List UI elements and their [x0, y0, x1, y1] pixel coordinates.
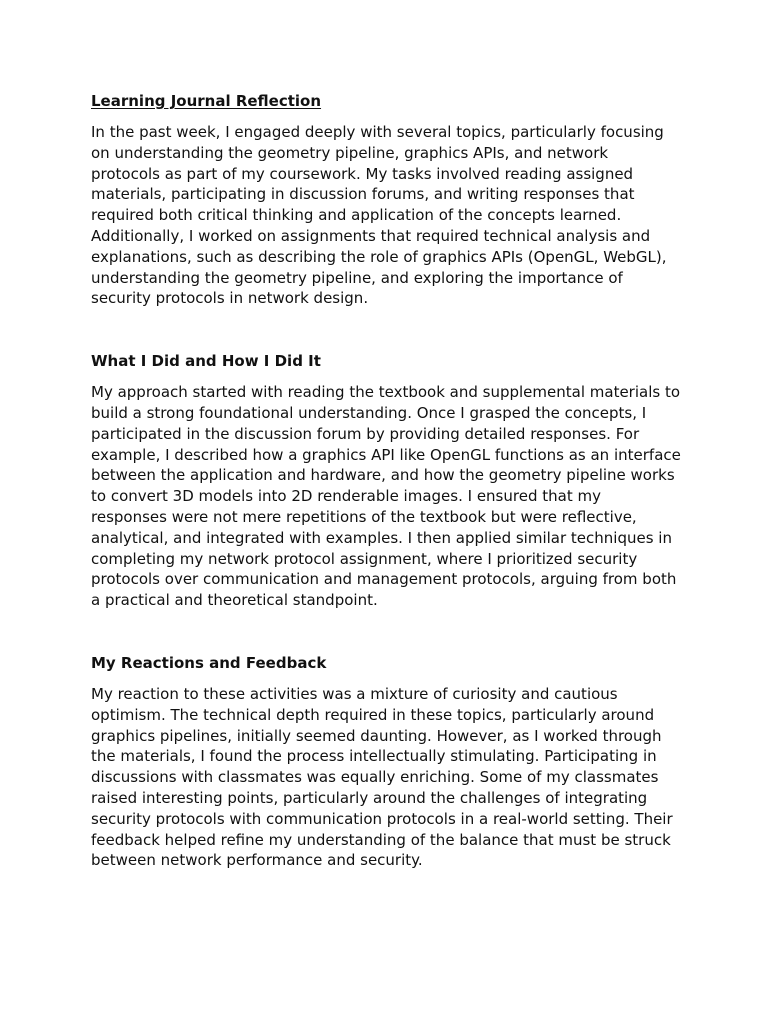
section-spacer: [91, 309, 681, 351]
what-i-did-paragraph: My approach started with reading the textbook and supplemental materials to build a strong foundational understanding. Once I grasped the concepts, I participated in the discussion forum by providing detailed responses. For example, I described how a graphics API like OpenGL functions as an interface between the application and hardware, and how the geometry pipeline works to convert 3D models into 2D renderable images. I ensured that my responses were not mere repetitions of the textbook but were reflective, analytical, and integrated with examples. I then applied similar techniques in completing my network protocol assignment, where I prioritized security protocols over communication and management protocols, arguing from both a practical and theoretical standpoint.: [91, 383, 681, 610]
reactions-paragraph: My reaction to these activities was a mixture of curiosity and cautious optimism. The technical depth required in these topics, particularly around graphics pipelines, initially seemed daunting. However, as I worked through the materials, I found the process intellectually stimulating. Participating in discussions with classmates was equally enriching. Some of my classmates raised interesting points, particularly around the challenges of integrating security protocols with communication protocols in a real-world setting. Their feedback helped refine my understanding of the balance that must be struck between network performance and security.: [91, 684, 673, 870]
intro-paragraph: In the past week, I engaged deeply with several topics, particularly focusing on understanding the geometry pipeline, graphics APIs, and network protocols as part of my coursework. My tasks involved reading assigned materials, participating in discussion forums, and writing responses that required both critical thinking and application of the concepts learned. Additionally, I worked on assignments that required technical analysis and explanations, such as describing the role of graphics APIs (OpenGL, WebGL), understanding the geometry pipeline, and exploring the importance of security protocols in network design.: [91, 123, 667, 308]
section-heading-what-i-did: What I Did and How I Did It: [91, 352, 321, 371]
document-page: [91, 91, 681, 871]
section-spacer: [91, 611, 681, 653]
section-heading-reactions: My Reactions and Feedback: [91, 653, 327, 672]
document-title: Learning Journal Reflection: [91, 92, 322, 110]
